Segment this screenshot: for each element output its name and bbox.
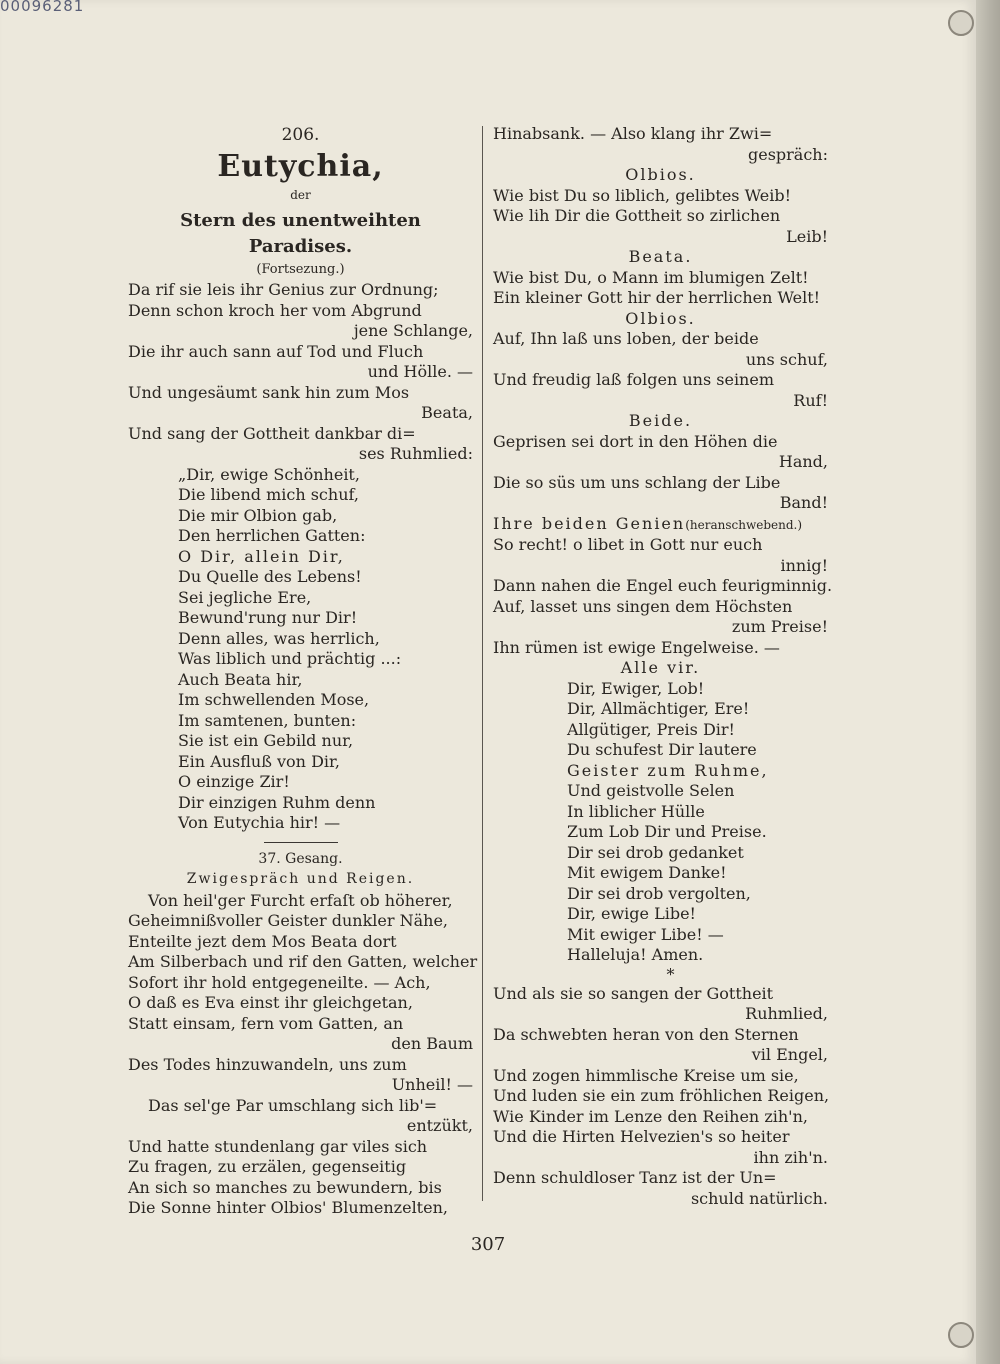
text-line: Allgütiger, Preis Dir! (567, 719, 735, 739)
text-line: Und ungesäumt sank hin zum Mos (128, 382, 410, 402)
section-divider (264, 842, 338, 843)
book-edge (976, 0, 1000, 1364)
text-line: Sei jegliche Ere, (178, 587, 312, 607)
text-line: Die Sonne hinter Olbios' Blumenzelten, (128, 1198, 448, 1217)
text-line: Sie ist ein Gebild nur, (178, 731, 354, 750)
text-line: Bewund'rung nur Dir! (178, 608, 358, 627)
text-line: Im schwellenden Mose, (178, 690, 370, 709)
text-line: Statt einsam, fern vom Gatten, an (128, 1013, 404, 1033)
text-line: Geister zum Ruhme, (567, 760, 769, 780)
text-line: Denn schon kroch her vom Abgrund (128, 300, 422, 320)
left-column (128, 124, 478, 1219)
text-line: Da schwebten heran von den Sternen (493, 1024, 799, 1044)
stage-direction: (heranschwebend.) (685, 517, 803, 532)
binding-ring (948, 10, 974, 36)
text-line: Beata, (421, 403, 473, 422)
text-line: Von Eutychia hir! — (178, 813, 341, 832)
text-line: Enteilte jezt dem Mos Beata dort (128, 931, 397, 951)
text-line: Du schufest Dir lautere (567, 740, 757, 759)
poem-text (128, 280, 473, 834)
speaker-line (493, 514, 828, 536)
text-line: Die libend mich schuf, (178, 485, 359, 504)
right-column (493, 124, 833, 1209)
speaker-label: Beide. (628, 411, 693, 430)
text-line: Geprisen sei dort in den Höhen die (493, 431, 778, 451)
text-line: Dann nahen die Engel euch feurigminnig. (493, 576, 833, 595)
text-line: Dir sei drob vergolten, (567, 883, 751, 903)
text-line: Geheimnißvoller Geister dunkler Nähe, (128, 911, 449, 930)
section-asterisk: * (666, 964, 675, 984)
text-line: und Hölle. — (367, 362, 473, 381)
speaker-label: Olbios. (625, 165, 696, 184)
scan-identifier: 00096281 (0, 0, 85, 15)
text-line: Dir, ewige Libe! (567, 904, 696, 923)
text-line: Denn alles, was herrlich, (178, 628, 380, 648)
text-line: Da rif sie leis ihr Genius zur Ordnung; (128, 280, 439, 299)
song-number: 37. Gesang. (258, 850, 343, 867)
text-line: ses Ruhmlied: (358, 444, 473, 463)
text-line: Ihn rümen ist ewige Engelweise. — (493, 637, 780, 657)
text-line: Wie bist Du, o Mann im blumigen Zelt! (493, 267, 809, 287)
text-line: Die ihr auch sann auf Tod und Fluch (128, 341, 424, 361)
text-line: Halleluja! Amen. (567, 945, 704, 964)
text-line: Dir, Allmächtiger, Ere! (567, 699, 750, 718)
poem-number: 206. (281, 125, 320, 145)
text-line: Unheil! — (391, 1075, 473, 1094)
text-line: Mit ewigem Danke! (567, 863, 727, 882)
poem-subtitle: Stern des unentweihten Paradises. (180, 210, 421, 257)
text-line: zum Preise! (731, 617, 828, 636)
text-line: Und geistvolle Selen (567, 781, 735, 800)
text-line: Die so süs um uns schlang der Libe (493, 472, 781, 492)
text-line: O daß es Eva einst ihr gleichgetan, (128, 993, 413, 1012)
text-line: Dir, Ewiger, Lob! (567, 678, 705, 698)
page-number: 307 (470, 1234, 506, 1255)
speaker-label: Olbios. (625, 308, 696, 328)
text-line: Auf, Ihn laß uns loben, der beide (493, 329, 759, 348)
text-line: O Dir, allein Dir, (178, 546, 345, 566)
text-line: Und freudig laß folgen uns seinem (493, 370, 774, 389)
text-line: Zum Lob Dir und Preise. (567, 822, 767, 841)
text-line: Und luden sie ein zum fröhlichen Reigen, (493, 1086, 830, 1105)
text-line: Mit ewiger Libe! — (567, 924, 724, 944)
text-line: Du Quelle des Lebens! (178, 567, 362, 586)
text-line: Dir einzigen Ruhm denn (178, 792, 376, 812)
text-line: Wie Kinder im Lenze den Reihen zih'n, (493, 1106, 808, 1126)
text-line: uns schuf, (745, 349, 828, 369)
text-line: Und die Hirten Helvezien's so heiter (493, 1127, 790, 1146)
text-line: schuld natürlich. (690, 1188, 828, 1208)
text-line: „Dir, ewige Schönheit, (178, 464, 360, 484)
text-line: Denn schuldloser Tanz ist der Un= (493, 1168, 777, 1187)
text-line: Von heil'ger Furcht erfaſt ob höherer, (148, 890, 453, 910)
text-line: Und zogen himmlische Kreise um sie, (493, 1065, 799, 1085)
text-line: In liblicher Hülle (567, 801, 705, 821)
text-line: Und als sie so sangen der Gottheit (493, 983, 774, 1003)
text-line: gespräch: (747, 144, 828, 164)
text-line: Auf, lasset uns singen dem Höchsten (493, 596, 793, 616)
text-line: Dir sei drob gedanket (567, 842, 744, 862)
text-line: vil Engel, (751, 1045, 828, 1064)
text-line: Am Silberbach und rif den Gatten, welcher (128, 952, 478, 971)
text-line: Wie bist Du so liblich, gelibtes Weib! (493, 185, 791, 205)
text-line: Ruhmlied, (745, 1004, 828, 1023)
speaker-label: Ihre beiden Genien (493, 513, 686, 533)
text-line: Leib! (786, 226, 828, 246)
speaker-label: Beata. (628, 247, 693, 266)
text-line: Das sel'ge Par umschlang sich lib'= (148, 1095, 438, 1115)
text-line: Ruf! (793, 390, 828, 410)
text-line: Im samtenen, bunten: (178, 710, 357, 730)
text-line: Auch Beata hir, (178, 669, 303, 689)
text-line: Des Todes hinzuwandeln, uns zum (128, 1054, 407, 1074)
text-line: An sich so manches zu bewundern, bis (128, 1177, 442, 1197)
text-line: Ein kleiner Gott hir der herrlichen Welt! (493, 288, 821, 307)
text-line: Hand, (778, 452, 828, 471)
speaker-label: Alle vir. (620, 658, 701, 677)
binding-ring (948, 1322, 974, 1348)
text-line: Zu fragen, zu erzälen, gegenseitig (128, 1157, 407, 1176)
poem-title: Eutychia, (217, 149, 384, 184)
text-line: Band! (779, 493, 828, 512)
text-line: Was liblich und prächtig ...: (178, 649, 402, 668)
text-line: Den herrlichen Gatten: (178, 526, 366, 545)
continuation-note: (Fortsezung.) (256, 262, 345, 277)
text-line: Ein Ausfluß von Dir, (178, 751, 340, 771)
text-line: So recht! o libet in Gott nur euch (493, 535, 763, 554)
text-line: entzükt, (406, 1116, 473, 1135)
column-divider (482, 126, 483, 1201)
text-line: ihn zih'n. (753, 1147, 828, 1167)
text-line: innig! (780, 555, 828, 575)
text-line: Und sang der Gottheit dankbar di= (128, 423, 416, 443)
text-line: Wie lih Dir die Gottheit so zirlichen (493, 206, 781, 225)
poem-connector: der (290, 188, 311, 202)
song-title: Zwigespräch und Reigen. (186, 870, 415, 887)
text-line: den Baum (391, 1034, 473, 1053)
text-line: Die mir Olbion gab, (178, 505, 338, 525)
text-line: jene Schlange, (353, 321, 473, 340)
text-line: Sofort ihr hold entgegeneilte. — Ach, (128, 972, 431, 992)
text-line: Hinabsank. — Also klang ihr Zwi= (493, 124, 773, 143)
text-line: O einzige Zir! (178, 772, 290, 791)
text-line: Und hatte stundenlang gar viles sich (128, 1136, 428, 1156)
song-text (128, 890, 478, 1219)
